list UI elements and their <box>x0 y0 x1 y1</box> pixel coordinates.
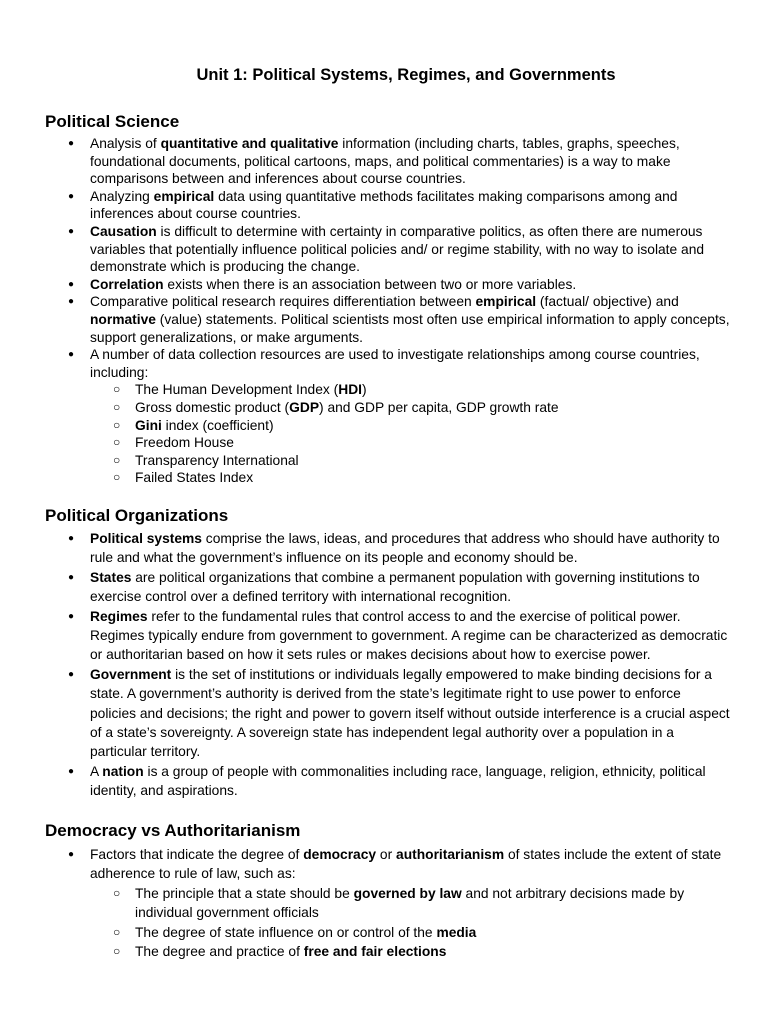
political-science-list <box>90 135 730 487</box>
list-item: ○ The degree of state influence on or control of the media <box>135 923 730 942</box>
list-item: ● Causation is difficult to determine with certainty in comparative politics, as often there are numerous variables that potentially influence political policies and/ or regime stability, with no way to isolate and demonstrate which is producing the change. <box>90 223 730 276</box>
list-item: ● Comparative political research requires differentiation between empirical (factual/ objective) and normative (value) statements. Political scientists most often use empirical information to apply concepts, support generalizations, or make arguments. <box>90 293 730 346</box>
heading-democracy-vs-authoritarianism: Democracy vs Authoritarianism <box>45 821 301 840</box>
political-organizations-list <box>90 529 730 801</box>
list-item: ○ The degree and practice of free and fair elections <box>135 942 730 961</box>
list-item: ○ Freedom House <box>135 434 730 452</box>
list-item: ● Analyzing empirical data using quantitative methods facilitates making comparisons among and inferences about course countries. <box>90 188 730 223</box>
list-item: ● Factors that indicate the degree of democracy or authoritarianism of states include the extent of state adherence to rule of law, such as: ○ The principle that a state should be governed by law and not arbitrary decisions made by individual government officials ○ The degree of state influence on or control of the media ○ The degree and practice of free and fair elections <box>90 845 730 961</box>
list-item: ● States are political organizations that combine a permanent population with governing institutions to exercise control over a defined territory with international recognition. <box>90 568 730 607</box>
list-item: ● A number of data collection resources are used to investigate relationships among course countries, including: ○ The Human Development Index (HDI) ○ Gross domestic product (GDP) and GDP per capita, GDP growth rate ○ Gini index (coefficient) ○ Freedom House ○ Transparency International ○ Failed States Index <box>90 346 730 487</box>
list-item: ○ Gross domestic product (GDP) and GDP per capita, GDP growth rate <box>135 399 730 417</box>
list-item: ● Government is the set of institutions or individuals legally empowered to make binding decisions for a state. A government’s authority is derived from the state’s legitimate right to use power to enforce policies and decisions; the right and power to govern itself without outside interference is a crucial aspect of a state’s sovereignty. A sovereign state has independent legal authority over a population in a particular territory. <box>90 665 730 762</box>
list-item: ○ Transparency International <box>135 452 730 470</box>
list-item: ● Political systems comprise the laws, ideas, and procedures that address who should have authority to rule and what the government’s influence on its people and economy should be. <box>90 529 730 568</box>
list-item: ● Analysis of quantitative and qualitative information (including charts, tables, graphs, speeches, foundational documents, political cartoons, maps, and political commentaries) is a way to make comparisons between and inferences about course countries. <box>90 135 730 188</box>
list-item: ○ The Human Development Index (HDI) <box>135 381 730 399</box>
list-item: ● Regimes refer to the fundamental rules that control access to and the exercise of political power. Regimes typically endure from government to government. A regime can be characterized as democratic or authoritarian based on how it sets rules or makes decisions about how to exercise power. <box>90 607 730 665</box>
data-resources-list <box>135 381 730 487</box>
list-item: ● A nation is a group of people with commonalities including race, language, religion, ethnicity, political identity, and aspirations. <box>90 762 730 801</box>
heading-political-science: Political Science <box>45 112 180 131</box>
list-item: ○ The principle that a state should be governed by law and not arbitrary decisions made by individual government officials <box>135 884 730 923</box>
democracy-list <box>90 845 730 961</box>
list-item: ○ Gini index (coefficient) <box>135 417 730 435</box>
rule-of-law-factors-list <box>135 884 730 962</box>
heading-political-organizations: Political Organizations <box>45 506 229 525</box>
page-title: Unit 1: Political Systems, Regimes, and Governments <box>196 66 616 84</box>
list-item: ○ Failed States Index <box>135 469 730 487</box>
list-item: ● Correlation exists when there is an association between two or more variables. <box>90 276 730 294</box>
